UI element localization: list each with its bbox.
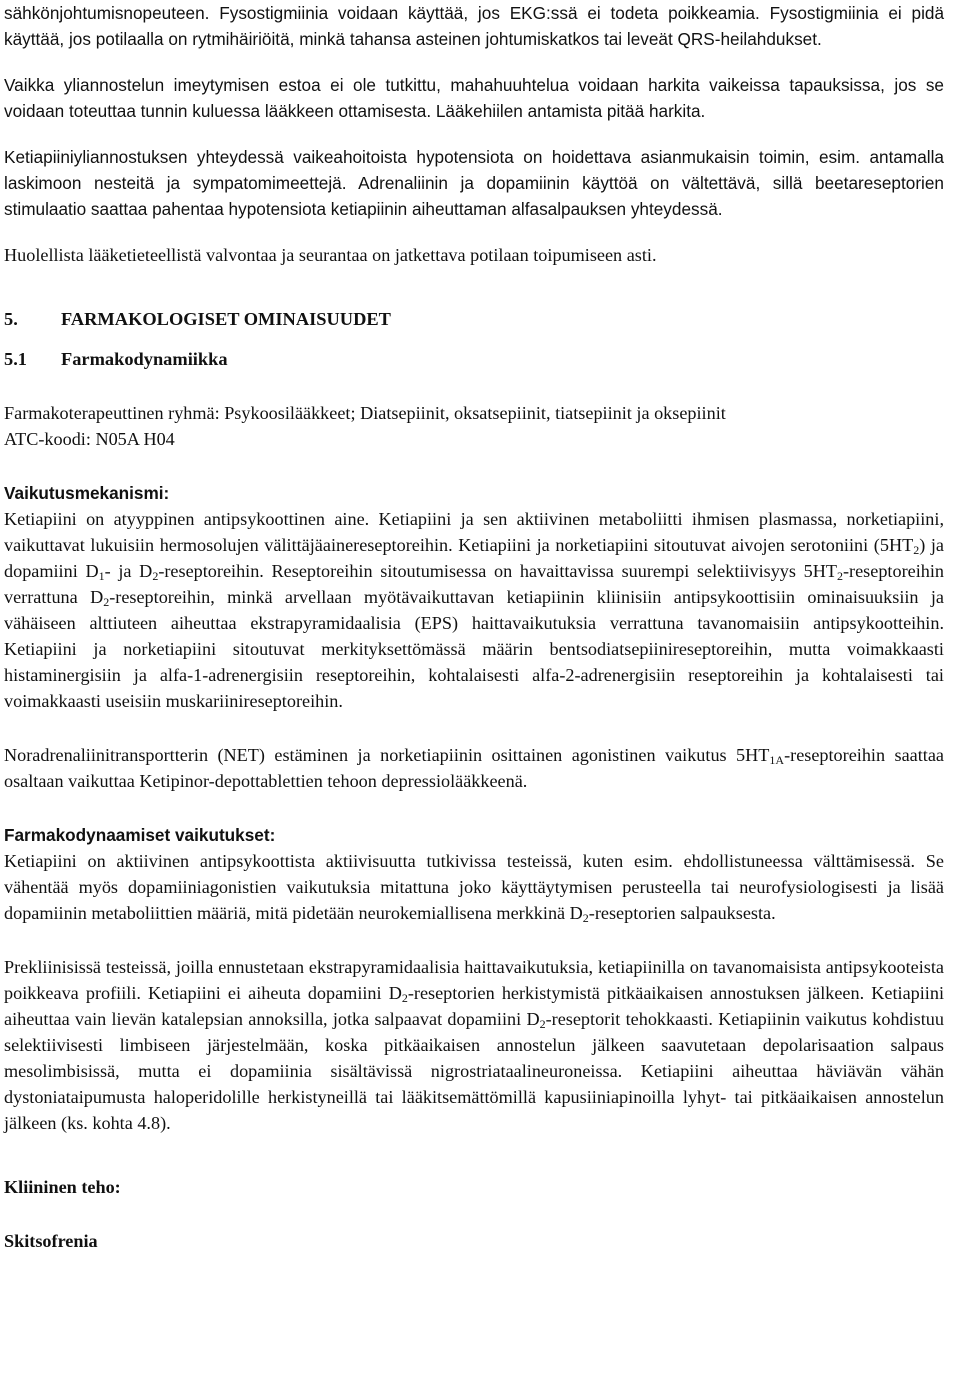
clinical-efficacy-heading: Kliininen teho: [4,1177,121,1197]
section-5-1-title: Farmakodynamiikka [61,349,228,369]
paragraph-pharmacodynamic-effects: Ketiapiini on aktiivinen antipsykoottista aktiivisuutta tutkivissa testeissä, kuten esim. ehdollistuneessa välttämisessä. Se vähentää myös dopamiiniagonistien vaikutuksia mitattuna joko käyttäytymisen perusteella tai neurofysiologisesti ja lisää dopamiinin metaboliittien määriä, mitä pidetään neurokemiallisena merkkinä $D_2$-reseptorien salpauksesta. [4,851,944,925]
paragraph-pharmacotherapeutic-group [4,400,944,452]
paragraph-net-inhibition: Noradrenaliinitransportterin (NET) estäminen ja norketiapiinin osittainen agonistinen vaikutus $5HT_{1A}$-reseptoreihin saattaa osaltaan vaikuttaa Ketipinor-depottablettien tehoon depressiolääkkeenä. [4,745,944,791]
paragraph-hypotension [4,144,944,222]
paragraph-physostigmine [4,0,944,52]
section-5-heading [4,306,944,332]
section-5-title: FARMAKOLOGISET OMINAISUUDET [61,309,391,329]
mechanism-heading: Vaikutusmekanismi: [4,483,170,503]
paragraph-gastric-lavage: Vaikka yliannostelun imeytymisen estoa ei ole tutkittu, mahahuuhtelua voidaan harkita vaikeissa tapauksissa, jos se voidaan toteuttaa tunnin kuluessa lääkkeen ottamisesta. Lääkehiilen antamista pitää harkita. [4,75,944,121]
paragraph-mechanism: Ketiapiini on atyyppinen antipsykoottinen aine. Ketiapiini ja sen aktiivinen metaboliitti ihmisen plasmassa, norketiapiini, vaikuttavat lukuisiin hermosolujen välittäjäainereseptoreihin. Ketiapiini ja norketiapiini sitoutuvat aivojen serotoniini $(5HT_2)$ ja dopamiini $D_1-$ ja $D_2$-reseptoreihin. Reseptoreihin sitoutumisessa on havaittavissa suurempi selektiivisyys $5HT_2$-reseptoreihin verrattuna $D_2$-reseptoreihin, minkä arvellaan myötävaikuttavan ketiapiinin kliinisiin antipsykoottisiin ominaisuuksiin ja vähäiseen alttiuteen aiheuttaa ekstrapyramidaalisia (EPS) haittavaikutuksia verrattuna tavanomaisiin antipsykootteihin. Ketiapiini ja norketiapiini sitoutuvat merkityksettömässä määrin bentsodiatsepiinireseptoreihin, mutta voimakkaasti histaminergisiin ja alfa-1-adrenergisiin reseptoreihin, kohtalaisesti alfa-2-adrenergisiin reseptoreihin ja kohtalaisesti tai voimakkaasti useisiin muskariinireseptoreihin. [4,509,944,711]
hypotension-text-b: Adrenaliinin ja dopamiinin käyttöä on vältettävä, sillä beetareseptorien stimulaatio saattaa pahentaa hypotensiota ketiapiinin aiheuttaman alfasalpauksen yhteydessä. [4,173,944,219]
physostigmine-line-2: Fysostigmiinia ei pidä käyttää, jos potilaalla on rytmihäiriöitä, minkä tahansa asteinen johtumiskatkos tai leveät QRS-heilahdukset. [4,3,945,49]
paragraph-monitoring: Huolellista lääketieteellistä valvontaa ja seurantaa on jatkettava potilaan toipumiseen asti. [4,245,657,265]
section-5-number: 5. [4,309,18,329]
group-line: Farmakoterapeuttinen ryhmä: Psykoosilääkkeet; Diatsepiinit, oksatsepiinit, tiatsepiinit ja oksepiinit [4,403,726,423]
schizophrenia-heading: Skitsofrenia [4,1231,98,1251]
paragraph-preclinical: Prekliinisissä testeissä, joilla ennustetaan ekstrapyramidaalisia haittavaikutuksia, ketiapiinilla on tavanomaisista antipsykooteista poikkeava profiili. Ketiapiini ei aiheuta dopamiini $D_2$-reseptorien herkistymistä pitkäaikaisen annostuksen jälkeen. Ketiapiini aiheuttaa vain lievän katalepsian annoksilla, jotka salpaavat dopamiini $D_2$-reseptorit tehokkaasti. Ketiapiinin vaikutus kohdistuu selektiivisesti limbiseen järjestelmään, koska pitkäaikaisen annostelun jälkeen saavutetaan depolarisaation salpaus mesolimbisissä, mutta ei dopamiinia sisältävissä nigrostriataalineuroneissa. Ketiapiini aiheuttaa häviävän vähän dystoniataipumusta haloperidolille herkistyneillä tai lääkitsemättömillä kapusiiniapinoilla lyhyt- tai pitkäaikaisen annostelun jälkeen (ks. kohta 4.8). [4,957,945,1133]
section-5-1-number: 5.1 [4,349,27,369]
pharmacodynamic-effects-heading: Farmakodynaamiset vaikutukset: [4,825,276,845]
hypotension-text-a: Ketiapiiniyliannostuksen yhteydessä vaikeahoitoista hypotensiota on hoidettava asianmukaisin toimin, esim. antamalla laskimoon nesteitä ja sympatomimeettejä. [4,147,944,193]
atc-code: ATC-koodi: N05A H04 [4,429,175,449]
section-5-1-heading [4,346,944,372]
physostigmine-line-1: sähkönjohtumisnopeuteen. Fysostigmiinia voidaan käyttää, jos EKG:ssä ei todeta poikkeamia. [4,3,760,23]
